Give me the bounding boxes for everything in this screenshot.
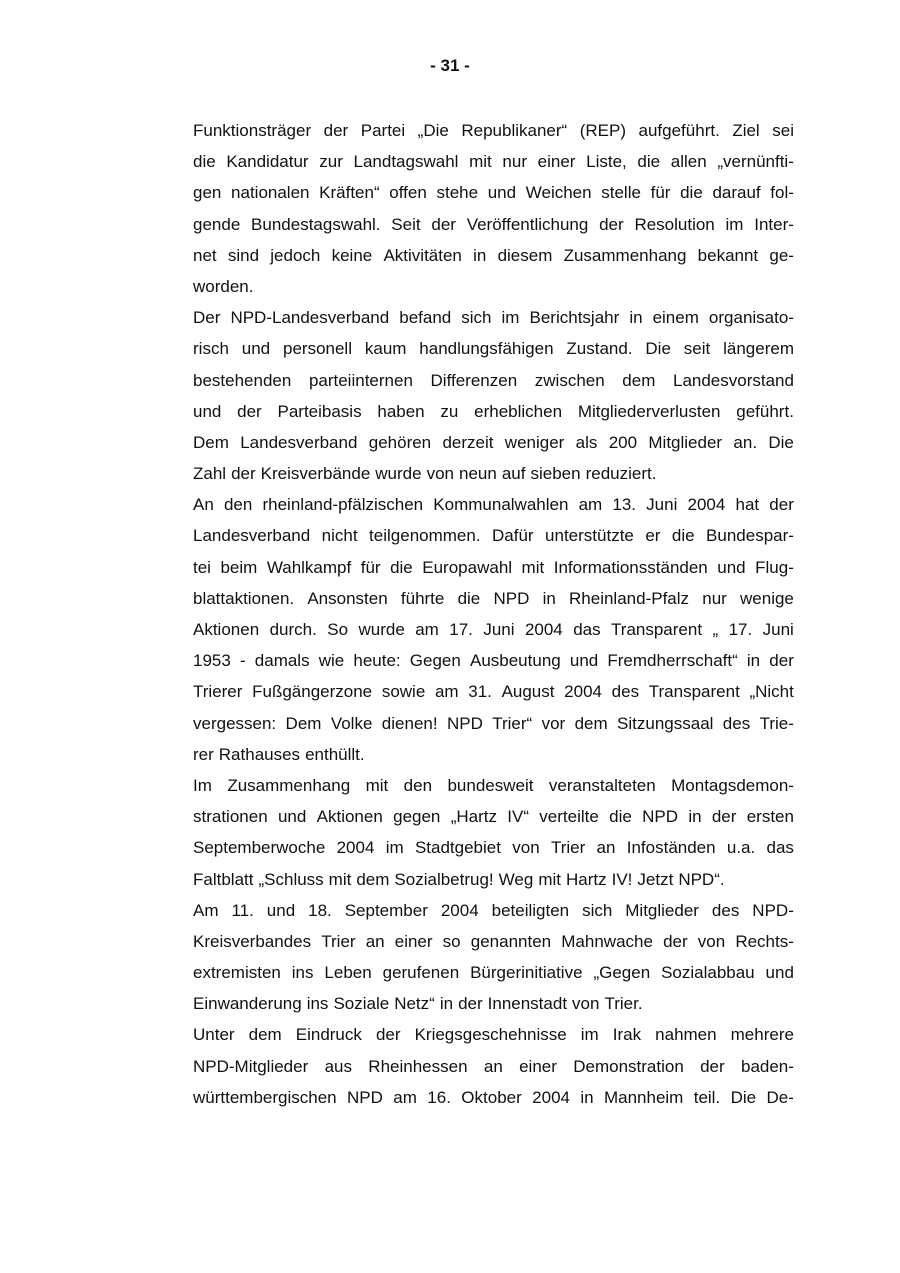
text-line: vergessen: Dem Volke dienen! NPD Trier“ vor dem Sitzungssaal des Trie- <box>193 713 794 733</box>
paragraph <box>193 895 794 1020</box>
text-line: tei beim Wahlkampf für die Europawahl mit Informationsständen und Flug- <box>193 557 794 577</box>
paragraph <box>193 115 794 302</box>
text-line: Am 11. und 18. September 2004 beteiligten sich Mitglieder des NPD- <box>193 900 794 920</box>
text-line: Faltblatt „Schluss mit dem Sozialbetrug! Weg mit Hartz IV! Jetzt NPD“. <box>193 869 725 889</box>
text-line: Zahl der Kreisverbände wurde von neun auf sieben reduziert. <box>193 464 657 484</box>
text-line: risch und personell kaum handlungsfähigen Zustand. Die seit längerem <box>193 339 794 359</box>
text-line: Unter dem Eindruck der Kriegsgeschehnisse im Irak nahmen mehrere <box>193 1025 794 1045</box>
paragraph <box>193 1019 794 1113</box>
text-line: rer Rathauses enthüllt. <box>193 744 365 764</box>
text-line: Trierer Fußgängerzone sowie am 31. August 2004 des Transparent „Nicht <box>193 682 794 702</box>
text-line: 1953 - damals wie heute: Gegen Ausbeutung und Fremdherrschaft“ in der <box>193 651 794 671</box>
paragraph <box>193 489 794 770</box>
text-line: gen nationalen Kräften“ offen stehe und Weichen stelle für die darauf fol- <box>193 183 794 203</box>
text-line: Septemberwoche 2004 im Stadtgebiet von Trier an Infoständen u.a. das <box>193 838 794 858</box>
text-line: Im Zusammenhang mit den bundesweit veranstalteten Montagsdemon- <box>193 775 794 795</box>
text-line: Kreisverbandes Trier an einer so genannten Mahnwache der von Rechts- <box>193 931 794 951</box>
paragraph <box>193 770 794 895</box>
text-line: NPD-Mitglieder aus Rheinhessen an einer Demonstration der baden- <box>193 1056 794 1076</box>
text-line: Der NPD-Landesverband befand sich im Berichtsjahr in einem organisato- <box>193 308 794 328</box>
text-line: und der Parteibasis haben zu erheblichen Mitgliederverlusten geführt. <box>193 401 794 421</box>
text-line: An den rheinland-pfälzischen Kommunalwahlen am 13. Juni 2004 hat der <box>193 495 794 515</box>
text-line: Aktionen durch. So wurde am 17. Juni 2004 das Transparent „ 17. Juni <box>193 620 794 639</box>
text-line: extremisten ins Leben gerufenen Bürgerinitiative „Gegen Sozialabbau und <box>193 963 794 983</box>
text-line: die Kandidatur zur Landtagswahl mit nur einer Liste, die allen „vernünfti- <box>193 152 794 172</box>
page-number: - 31 - <box>430 56 470 75</box>
text-line: net sind jedoch keine Aktivitäten in diesem Zusammenhang bekannt ge- <box>193 245 794 265</box>
text-line: blattaktionen. Ansonsten führte die NPD in Rheinland-Pfalz nur wenige <box>193 588 794 608</box>
text-line: gende Bundestagswahl. Seit der Veröffentlichung der Resolution im Inter- <box>193 214 794 234</box>
text-line: württembergischen NPD am 16. Oktober 2004 in Mannheim teil. Die De- <box>193 1087 794 1107</box>
text-line: worden. <box>193 276 254 296</box>
text-line: bestehenden parteiinternen Differenzen zwischen dem Landesvorstand <box>193 370 794 390</box>
text-line: Einwanderung ins Soziale Netz“ in der Innenstadt von Trier. <box>193 994 643 1014</box>
text-line: strationen und Aktionen gegen „Hartz IV“ verteilte die NPD in der ersten <box>193 807 794 827</box>
body-text <box>193 115 794 1113</box>
text-line: Funktionsträger der Partei „Die Republikaner“ (REP) aufgeführt. Ziel sei <box>193 121 794 140</box>
text-line: Dem Landesverband gehören derzeit weniger als 200 Mitglieder an. Die <box>193 432 794 452</box>
text-line: Landesverband nicht teilgenommen. Dafür unterstützte er die Bundespar- <box>193 526 794 546</box>
paragraph <box>193 302 794 489</box>
